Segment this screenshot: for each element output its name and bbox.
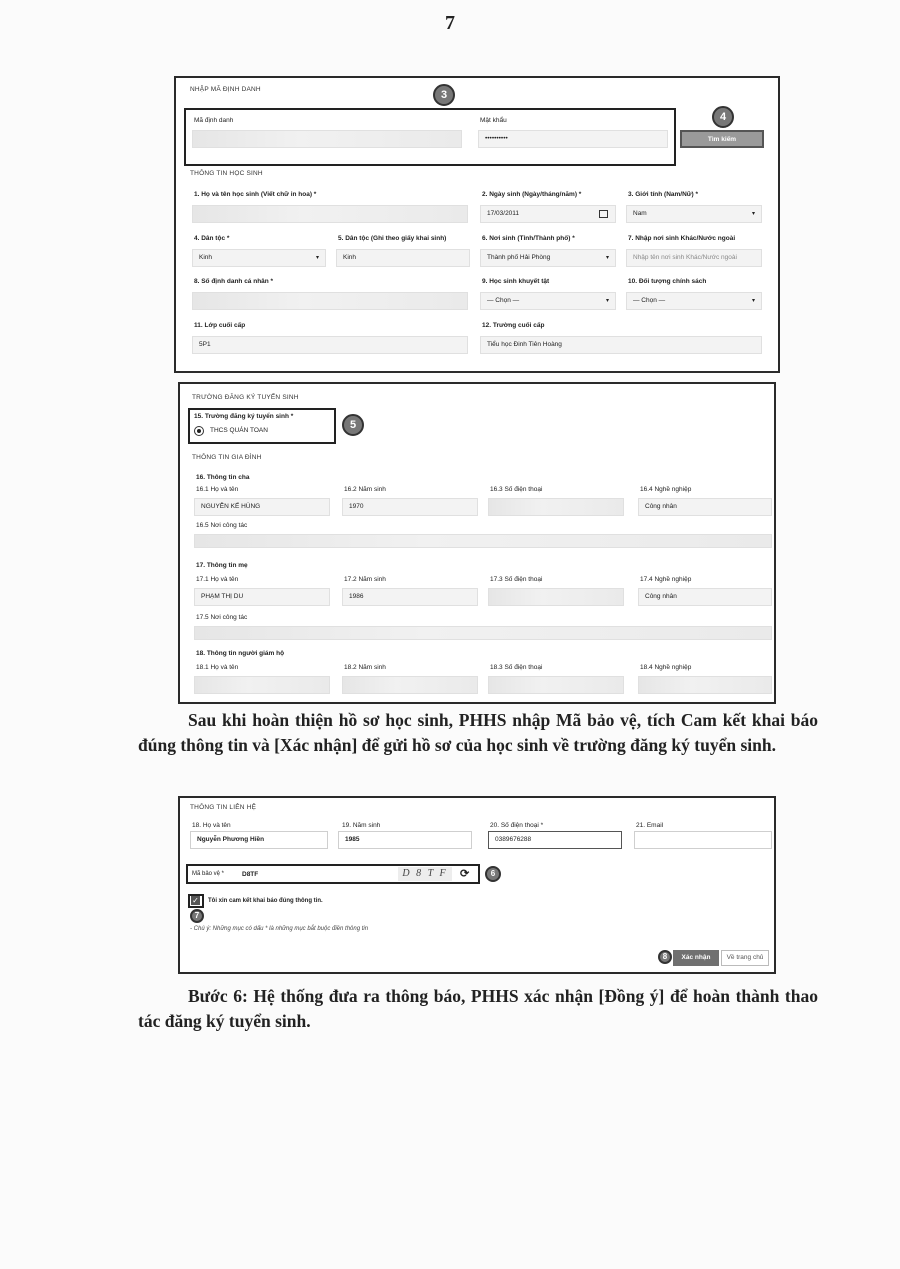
id-input[interactable]	[192, 130, 462, 148]
father-phone-label: 16.3 Số điện thoại	[490, 486, 543, 493]
last-school-input[interactable]: Tiểu học Đinh Tiên Hoàng	[480, 336, 762, 354]
f4-label: 4. Dân tộc *	[194, 235, 230, 242]
student-name-input[interactable]	[192, 205, 468, 223]
birthplace-select[interactable]	[480, 249, 616, 267]
contact-phone-input[interactable]: 0389676288	[488, 831, 622, 849]
guardian-year-input[interactable]	[342, 676, 478, 694]
policy-value: — Chọn —	[633, 297, 666, 304]
guardian-name-label: 18.1 Họ và tên	[196, 664, 239, 671]
guardian-phone-input[interactable]	[488, 676, 624, 694]
contact-year-label: 19. Năm sinh	[342, 822, 381, 829]
mother-phone-input[interactable]	[488, 588, 624, 606]
f2-label: 2. Ngày sinh (Ngày/tháng/năm) *	[482, 191, 582, 198]
password-input[interactable]: ••••••••••	[478, 130, 668, 148]
page-number: 7	[445, 12, 455, 34]
chevron-down-icon: ▾	[315, 255, 319, 261]
captcha-input[interactable]: D8TF	[242, 871, 259, 878]
step-marker-6: 6	[485, 866, 501, 882]
school-section-title: TRƯỜNG ĐĂNG KÝ TUYỂN SINH	[192, 394, 299, 401]
mother-job-input[interactable]: Công nhân	[638, 588, 772, 606]
guardian-phone-label: 18.3 Số điện thoại	[490, 664, 543, 671]
birthdate-input[interactable]	[480, 205, 616, 223]
f11-label: 11. Lớp cuối cấp	[194, 322, 246, 329]
commit-label[interactable]: Tôi xin cam kết khai báo đúng thông tin.	[208, 898, 323, 904]
chevron-down-icon: ▾	[751, 211, 755, 217]
chevron-down-icon: ▾	[605, 255, 609, 261]
father-work-label: 16.5 Nơi công tác	[196, 522, 248, 529]
required-note: - Chú ý: Những mục có dấu * là những mục bắt buộc điền thông tin	[190, 926, 369, 932]
step-marker-5: 5	[342, 414, 364, 436]
father-job-input[interactable]: Công nhân	[638, 498, 772, 516]
chevron-down-icon: ▾	[751, 298, 755, 304]
commit-checkbox[interactable]: ✓	[192, 896, 199, 905]
f7-label: 7. Nhập nơi sinh Khác/Nước ngoài	[628, 235, 736, 242]
ethnicity-select[interactable]	[192, 249, 326, 267]
mother-year-input[interactable]: 1986	[342, 588, 478, 606]
f10-label: 10. Đối tượng chính sách	[628, 278, 707, 285]
mother-name-label: 17.1 Họ và tên	[196, 576, 239, 583]
mother-work-input[interactable]	[194, 626, 772, 640]
guardian-job-input[interactable]	[638, 676, 772, 694]
captcha-label: Mã bảo vệ *	[192, 871, 225, 877]
father-phone-input[interactable]	[488, 498, 624, 516]
student-section-title: THÔNG TIN HỌC SINH	[190, 170, 263, 177]
contact-name-label: 18. Họ và tên	[192, 822, 231, 829]
ethnicity-birth-input[interactable]: Kinh	[336, 249, 470, 267]
f15-label: 15. Trường đăng ký tuyển sinh *	[194, 413, 294, 420]
guardian-title: 18. Thông tin người giám hộ	[196, 650, 285, 657]
step-marker-3: 3	[433, 84, 455, 106]
search-button[interactable]: Tìm kiếm	[680, 130, 764, 148]
gender-select[interactable]	[626, 205, 762, 223]
contact-year-input[interactable]: 1985	[338, 831, 472, 849]
home-button[interactable]: Về trang chủ	[721, 950, 769, 966]
id-label: Mã định danh	[194, 117, 234, 124]
birthplace-value: Thành phố Hải Phòng	[487, 254, 551, 261]
f9-label: 9. Học sinh khuyết tật	[482, 278, 550, 285]
f6-label: 6. Nơi sinh (Tỉnh/Thành phố) *	[482, 235, 575, 242]
other-birthplace-input[interactable]: Nhập tên nơi sinh Khác/Nước ngoài	[626, 249, 762, 267]
f1-label: 1. Họ và tên học sinh (Viết chữ in hoa) *	[194, 191, 317, 198]
contact-email-input[interactable]	[634, 831, 772, 849]
guardian-job-label: 18.4 Nghề nghiệp	[640, 664, 692, 671]
contact-email-label: 21. Email	[636, 822, 664, 829]
disability-value: — Chọn —	[487, 297, 520, 304]
father-job-label: 16.4 Nghề nghiệp	[640, 486, 692, 493]
f12-label: 12. Trường cuối cấp	[482, 322, 545, 329]
father-year-input[interactable]: 1970	[342, 498, 478, 516]
guardian-name-input[interactable]	[194, 676, 330, 694]
confirm-button[interactable]: Xác nhận	[673, 950, 719, 966]
mother-phone-label: 17.3 Số điện thoại	[490, 576, 543, 583]
step-marker-4: 4	[712, 106, 734, 128]
father-name-input[interactable]: NGUYỄN KẾ HÙNG	[194, 498, 330, 516]
father-name-label: 16.1 Họ và tên	[196, 486, 239, 493]
password-label: Mật khẩu	[480, 117, 507, 124]
birthdate-value: 17/03/2011	[487, 210, 520, 217]
mother-work-label: 17.5 Nơi công tác	[196, 614, 248, 621]
contact-section-title: THÔNG TIN LIÊN HỆ	[190, 804, 257, 811]
school-radio[interactable]	[194, 426, 204, 436]
contact-name-input[interactable]: Nguyễn Phương Hiền	[190, 831, 328, 849]
guardian-year-label: 18.2 Năm sinh	[344, 664, 386, 671]
father-title: 16. Thông tin cha	[196, 474, 250, 481]
radio-dot	[197, 429, 201, 433]
last-class-input[interactable]: 5P1	[192, 336, 468, 354]
f8-label: 8. Số định danh cá nhân *	[194, 278, 274, 285]
mother-name-input[interactable]: PHẠM THỊ DU	[194, 588, 330, 606]
school-family-screenshot	[178, 382, 776, 704]
f5-label: 5. Dân tộc (Ghi theo giấy khai sinh)	[338, 235, 447, 242]
disability-select[interactable]	[480, 292, 616, 310]
student-info-screenshot	[174, 76, 780, 373]
family-section-title: THÔNG TIN GIA ĐÌNH	[192, 454, 262, 461]
father-work-input[interactable]	[194, 534, 772, 548]
instruction-paragraph-2: Bước 6: Hệ thống đưa ra thông báo, PHHS xác nhận [Đồng ý] để hoàn thành thao tác đăng ký tuyển sinh.	[138, 986, 818, 1031]
personal-id-input[interactable]	[192, 292, 468, 310]
identify-section-title: NHẬP MÃ ĐỊNH DANH	[190, 86, 261, 93]
contact-phone-label: 20. Số điện thoại *	[490, 822, 544, 829]
mother-year-label: 17.2 Năm sinh	[344, 576, 386, 583]
step-marker-7: 7	[190, 909, 204, 923]
ethnicity-value: Kinh	[199, 254, 213, 261]
contact-confirm-screenshot	[178, 796, 776, 974]
gender-value: Nam	[633, 210, 647, 217]
father-year-label: 16.2 Năm sinh	[344, 486, 386, 493]
instruction-paragraph-1: Sau khi hoàn thiện hồ sơ học sinh, PHHS nhập Mã bảo vệ, tích Cam kết khai báo đúng thông tin và [Xác nhận] để gửi hồ sơ của học sinh về trường đăng ký tuyển sinh.	[138, 710, 818, 755]
step-marker-8: 8	[658, 950, 672, 964]
school-option-label[interactable]: THCS QUÁN TOAN	[210, 427, 268, 434]
policy-select[interactable]	[626, 292, 762, 310]
mother-job-label: 17.4 Nghề nghiệp	[640, 576, 692, 583]
f3-label: 3. Giới tính (Nam/Nữ) *	[628, 191, 698, 198]
calendar-icon[interactable]	[599, 210, 608, 218]
refresh-icon[interactable]: ⟳	[460, 868, 470, 880]
captcha-image: D 8 T F	[398, 867, 452, 881]
chevron-down-icon: ▾	[605, 298, 609, 304]
mother-title: 17. Thông tin mẹ	[196, 562, 248, 569]
